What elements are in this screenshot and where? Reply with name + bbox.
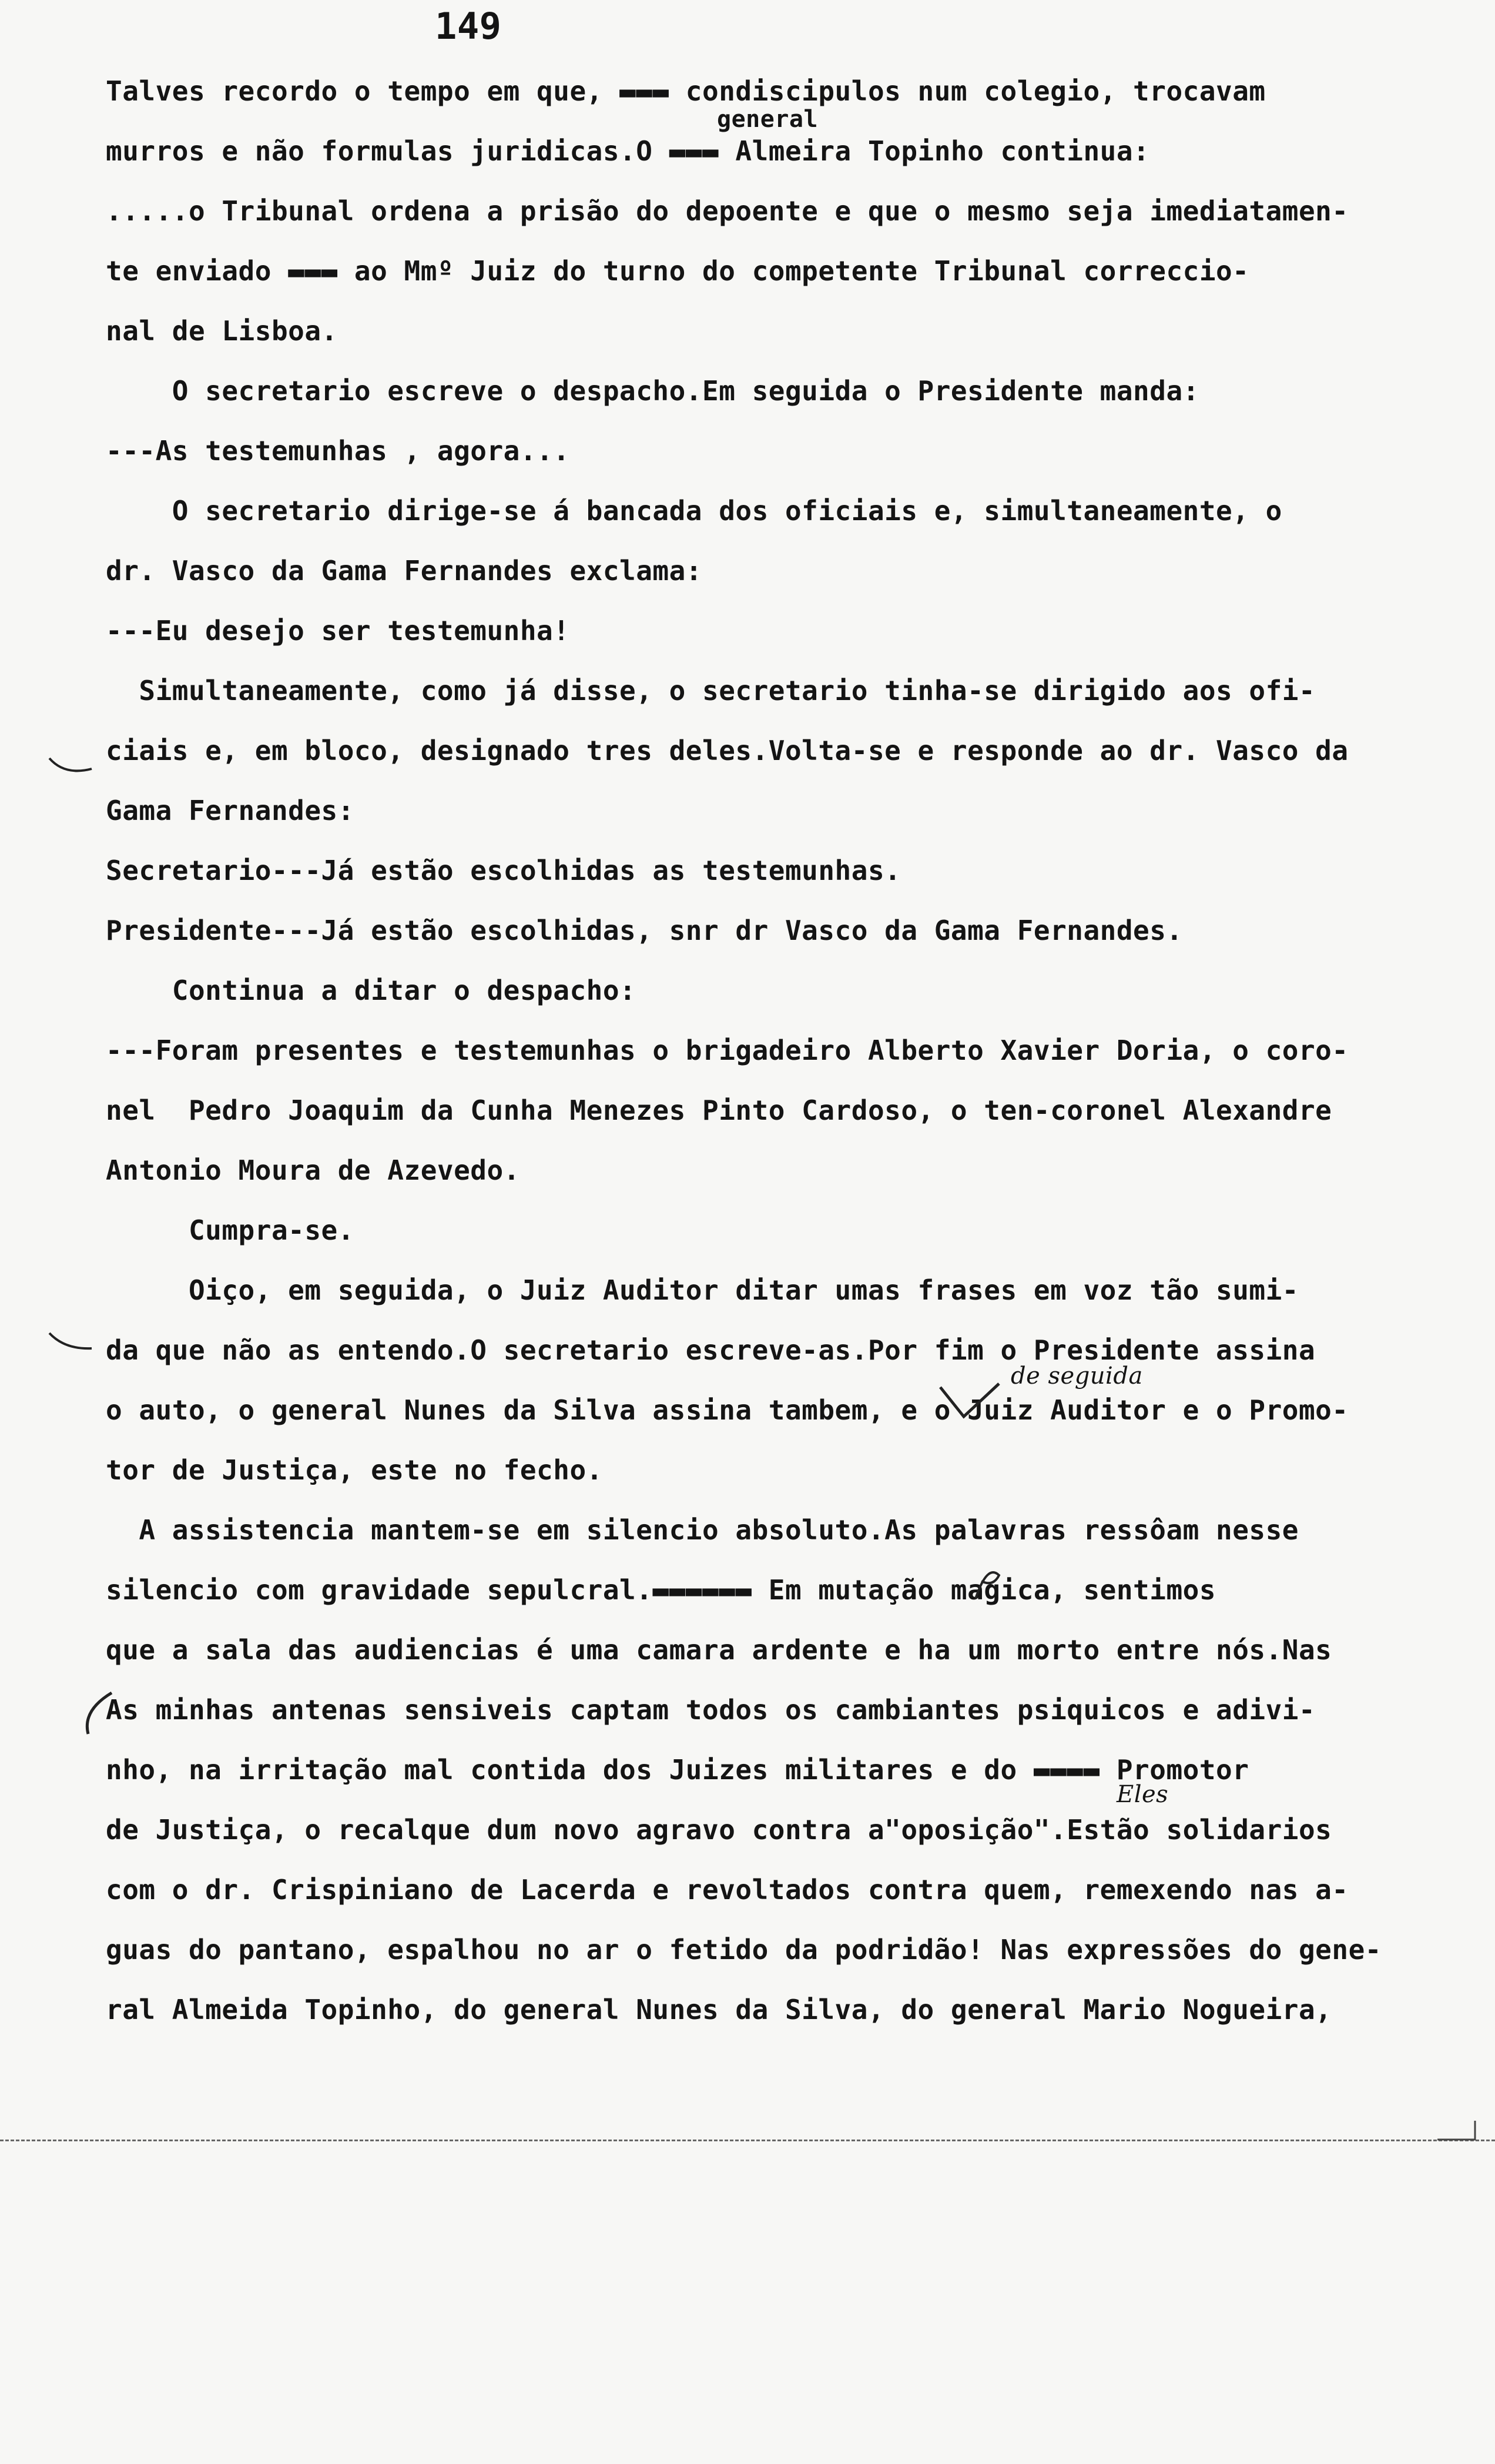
text-line: de Justiça, o recalque dum novo agravo contra a"oposição".Estão solidarios xyxy=(106,1814,1332,1846)
text-line: te enviado ▬▬▬ ao Mmº Juiz do turno do competente Tribunal correccio- xyxy=(106,255,1249,287)
text-line: que a sala das audiencias é uma camara ardente e ha um morto entre nós.Nas xyxy=(106,1634,1332,1666)
margin-bracket-icon xyxy=(76,1687,118,1740)
insertion-de-seguida: de seguida xyxy=(1011,1362,1143,1390)
text-line: .....o Tribunal ordena a prisão do depoente e que o mesmo seja imediatamen- xyxy=(106,195,1349,227)
text-line: As minhas antenas sensiveis captam todos os cambiantes psiquicos e adivi- xyxy=(106,1694,1316,1726)
page-bottom-rule xyxy=(0,2140,1495,2141)
text-line: Talves recordo o tempo em que, ▬▬▬ condiscipulos num colegio, trocavam xyxy=(106,75,1266,107)
text-line: Simultaneamente, como já disse, o secretario tinha-se dirigido aos ofi- xyxy=(106,675,1316,707)
text-line: O secretario escreve o despacho.Em seguida o Presidente manda: xyxy=(106,375,1199,407)
text-line: Continua a ditar o despacho: xyxy=(106,975,636,1006)
insertion-eles: Eles xyxy=(1117,1781,1169,1808)
text-line: o auto, o general Nunes da Silva assina tambem, e o Juiz Auditor e o Promo- xyxy=(106,1394,1349,1426)
text-line: ---Eu desejo ser testemunha! xyxy=(106,615,570,647)
text-line: Gama Fernandes: xyxy=(106,795,354,826)
text-line: ---As testemunhas , agora... xyxy=(106,435,570,467)
text-line: com o dr. Crispiniano de Lacerda e revoltados contra quem, remexendo nas a- xyxy=(106,1874,1349,1906)
text-line: Cumpra-se. xyxy=(106,1214,354,1246)
text-line: nel Pedro Joaquim da Cunha Menezes Pinto Cardoso, o ten-coronel Alexandre xyxy=(106,1094,1332,1126)
margin-tick-icon xyxy=(47,1328,94,1358)
text-line: da que não as entendo.O secretario escreve-as.Por fim o Presidente assina xyxy=(106,1334,1316,1366)
text-line: Presidente---Já estão escolhidas, snr dr Vasco da Gama Fernandes. xyxy=(106,915,1183,946)
text-line: Antonio Moura de Azevedo. xyxy=(106,1154,520,1186)
text-line: nho, na irritação mal contida dos Juizes militares e do ▬▬▬▬ Promotor xyxy=(106,1754,1249,1786)
page-corner-icon xyxy=(1434,2116,1481,2145)
text-line: O secretario dirige-se á bancada dos oficiais e, simultaneamente, o xyxy=(106,495,1282,527)
margin-tick-icon xyxy=(47,752,94,782)
caret-mark-icon xyxy=(934,1381,1011,1422)
page-number: 149 xyxy=(435,5,502,48)
insertion-general: general xyxy=(717,106,819,133)
text-line: dr. Vasco da Gama Fernandes exclama: xyxy=(106,555,702,587)
deletion-mark-icon xyxy=(970,1564,1005,1605)
text-line: Oiço, em seguida, o Juiz Auditor ditar umas frases em voz tão sumi- xyxy=(106,1274,1299,1306)
text-line: nal de Lisboa. xyxy=(106,315,338,347)
text-line: guas do pantano, espalhou no ar o fetido da podridão! Nas expressões do gene- xyxy=(106,1934,1382,1966)
text-line: ---Foram presentes e testemunhas o brigadeiro Alberto Xavier Doria, o coro- xyxy=(106,1035,1349,1066)
text-line: ral Almeida Topinho, do general Nunes da Silva, do general Mario Nogueira, xyxy=(106,1994,1332,2026)
text-line: ciais e, em bloco, designado tres deles.Volta-se e responde ao dr. Vasco da xyxy=(106,735,1349,766)
text-line: Secretario---Já estão escolhidas as testemunhas. xyxy=(106,855,901,886)
text-line: murros e não formulas juridicas.O ▬▬▬ Almeira Topinho continua: xyxy=(106,135,1150,167)
text-line: A assistencia mantem-se em silencio absoluto.As palavras ressôam nesse xyxy=(106,1514,1299,1546)
text-line: silencio com gravidade sepulcral.▬▬▬▬▬▬ Em mutação magica, sentimos xyxy=(106,1574,1216,1606)
text-line: tor de Justiça, este no fecho. xyxy=(106,1454,603,1486)
